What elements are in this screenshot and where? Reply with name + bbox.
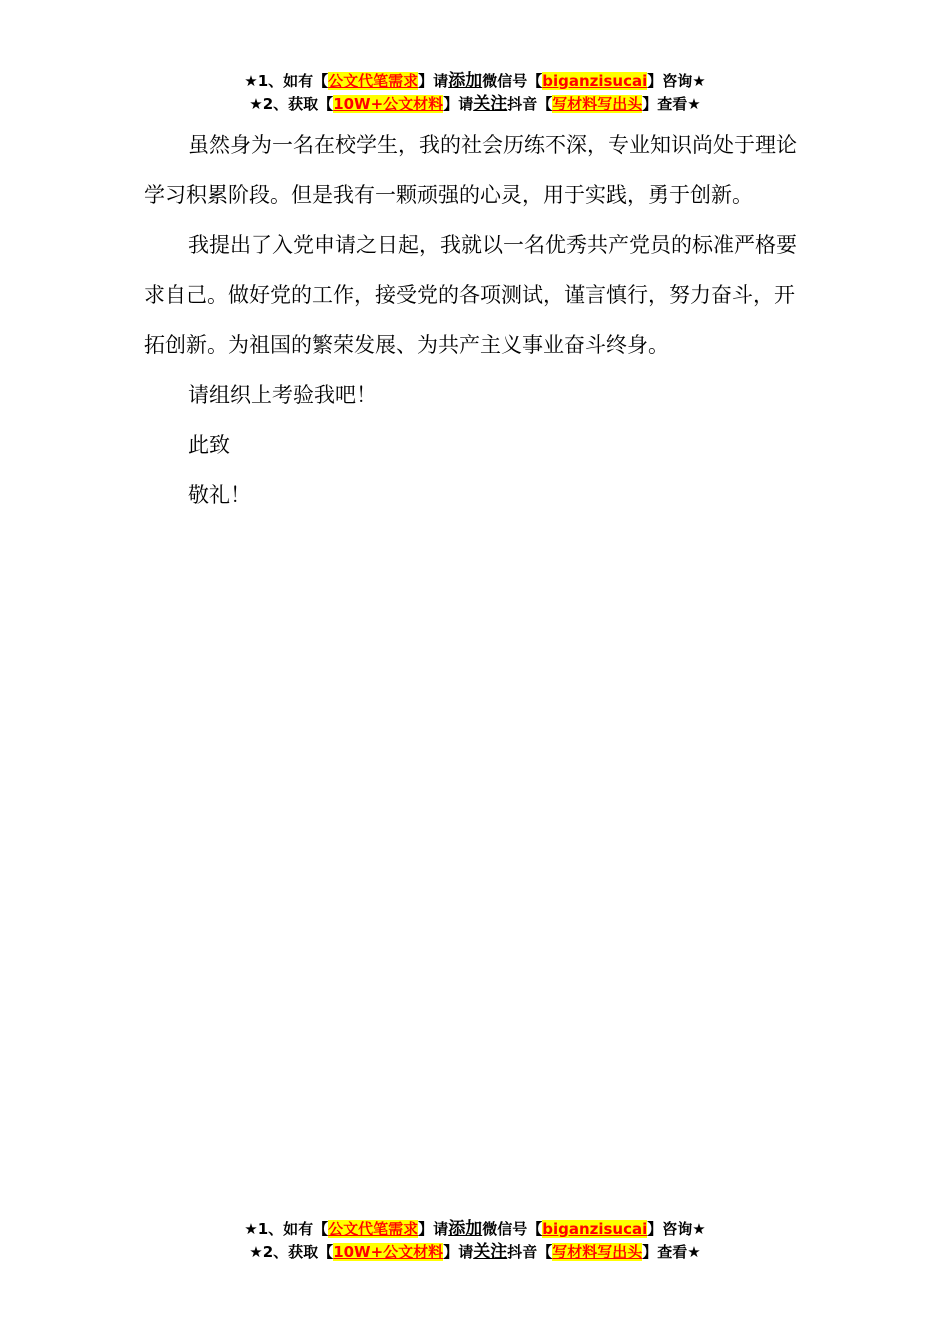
highlight-text: biganzisucai (542, 1220, 648, 1238)
banner-line-2 (0, 1241, 950, 1264)
document-body (144, 120, 804, 520)
closing-line: 请组织上考验我吧！ (188, 383, 377, 407)
banner-text: 抖音【 (507, 95, 553, 113)
banner-text: 】咨询★ (647, 72, 706, 90)
highlight-text: 写材料写出头 (552, 95, 643, 113)
highlight-text: 写材料写出头 (552, 1243, 643, 1261)
emphasis-text: 关注 (473, 94, 508, 114)
salutation-line: 此致 (188, 433, 230, 457)
banner-line-1 (0, 1218, 950, 1241)
emphasis-text: 关注 (473, 1242, 508, 1262)
highlight-text: 公文代笔需求 (328, 1220, 419, 1238)
highlight-text: 10W+公文材料 (333, 1243, 444, 1261)
banner-text: ★1、如有【 (244, 1220, 329, 1238)
banner-text: ★2、获取【 (249, 1243, 334, 1261)
banner-text: 微信号【 (482, 1220, 543, 1238)
body-paragraph: 虽然身为一名在校学生，我的社会历练不深，专业知识尚处于理论学习积累阶段。但是我有一颗顽强的心灵，用于实践，勇于创新。 (144, 133, 797, 207)
banner-line-2 (0, 93, 950, 116)
banner-text: 】请 (418, 72, 449, 90)
banner-text: 】请 (443, 95, 474, 113)
highlight-text: 10W+公文材料 (333, 95, 444, 113)
banner-text: 抖音【 (507, 1243, 553, 1261)
salutation-line: 敬礼！ (188, 483, 251, 507)
banner-line-1 (0, 70, 950, 93)
banner-text: 】请 (418, 1220, 449, 1238)
banner-text: 】请 (443, 1243, 474, 1261)
emphasis-text: 添加 (448, 1219, 483, 1239)
highlight-text: biganzisucai (542, 72, 648, 90)
banner-text: 】查看★ (642, 95, 701, 113)
emphasis-text: 添加 (448, 71, 483, 91)
footer-banner (0, 1218, 950, 1264)
banner-text: 微信号【 (482, 72, 543, 90)
banner-text: 】查看★ (642, 1243, 701, 1261)
body-paragraph: 我提出了入党申请之日起，我就以一名优秀共产党员的标准严格要求自己。做好党的工作，接受党的各项测试，谨言慎行，努力奋斗，开拓创新。为祖国的繁荣发展、为共产主义事业奋斗终身。 (144, 233, 797, 357)
header-banner (0, 70, 950, 116)
banner-text: ★2、获取【 (249, 95, 334, 113)
banner-text: ★1、如有【 (244, 72, 329, 90)
banner-text: 】咨询★ (647, 1220, 706, 1238)
highlight-text: 公文代笔需求 (328, 72, 419, 90)
